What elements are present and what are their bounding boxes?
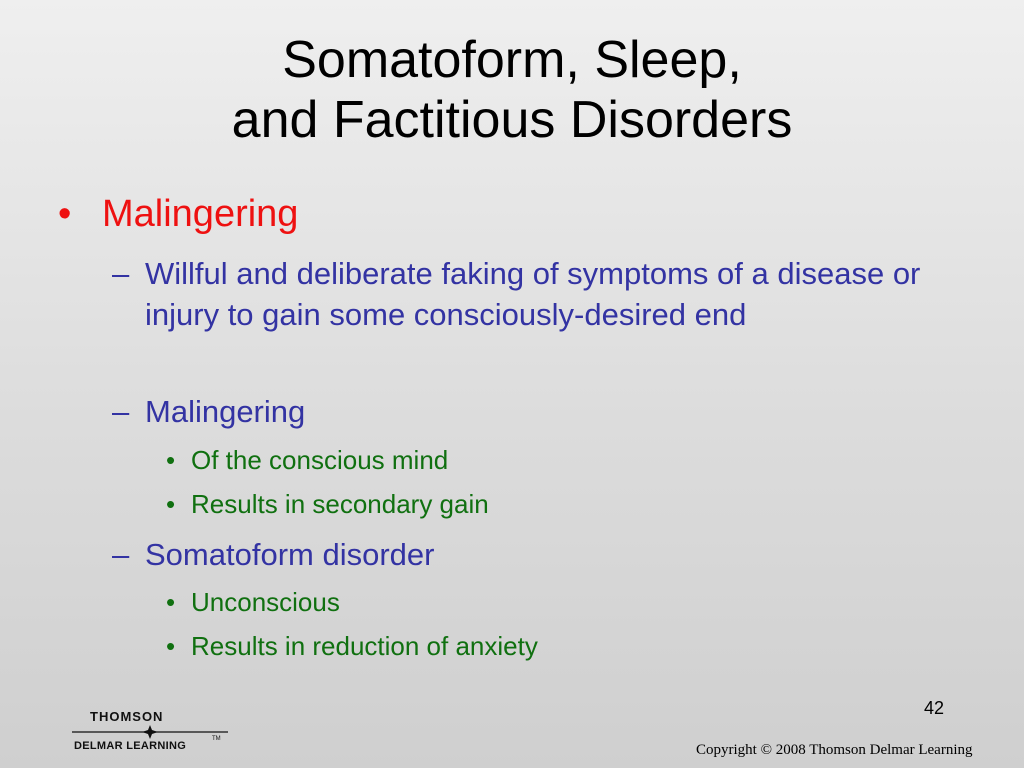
sub-sub-bullet-text: Of the conscious mind bbox=[191, 445, 449, 475]
bullet-marker: • bbox=[166, 587, 176, 617]
sub-bullet-text: Somatoform disorder bbox=[145, 537, 435, 572]
dash-marker: – bbox=[112, 394, 130, 429]
logo-top-word: THOMSON bbox=[90, 709, 164, 724]
bullet-marker: • bbox=[166, 631, 176, 661]
title-line-2: and Factitious Disorders bbox=[231, 91, 793, 149]
trademark-mark: TM bbox=[212, 736, 221, 742]
copyright-notice: Copyright © 2008 Thomson Delmar Learning bbox=[696, 742, 973, 758]
bullet-marker: • bbox=[166, 445, 176, 475]
slide-title bbox=[0, 30, 1024, 150]
logo-bottom-word: DELMAR LEARNING bbox=[74, 740, 187, 752]
sub-sub-bullet-text: Unconscious bbox=[191, 587, 340, 617]
page-number: 42 bbox=[924, 698, 945, 718]
sub-bullet-text: Malingering bbox=[145, 394, 306, 429]
sub-bullet-text: Willful and deliberate faking of symptoms of a disease or injury to gain some consciously-desired end bbox=[145, 256, 921, 332]
bullet-marker: • bbox=[58, 193, 72, 235]
dash-marker: – bbox=[112, 537, 130, 572]
main-bullet-text: Malingering bbox=[102, 193, 299, 235]
bullet-marker: • bbox=[166, 489, 176, 519]
sub-sub-bullet-text: Results in secondary gain bbox=[191, 489, 489, 519]
publisher-logo bbox=[70, 707, 230, 755]
dash-marker: – bbox=[112, 256, 130, 291]
star-divider-icon bbox=[70, 725, 230, 739]
title-line-1: Somatoform, Sleep, bbox=[282, 31, 742, 89]
sub-sub-bullet-text: Results in reduction of anxiety bbox=[191, 631, 538, 661]
